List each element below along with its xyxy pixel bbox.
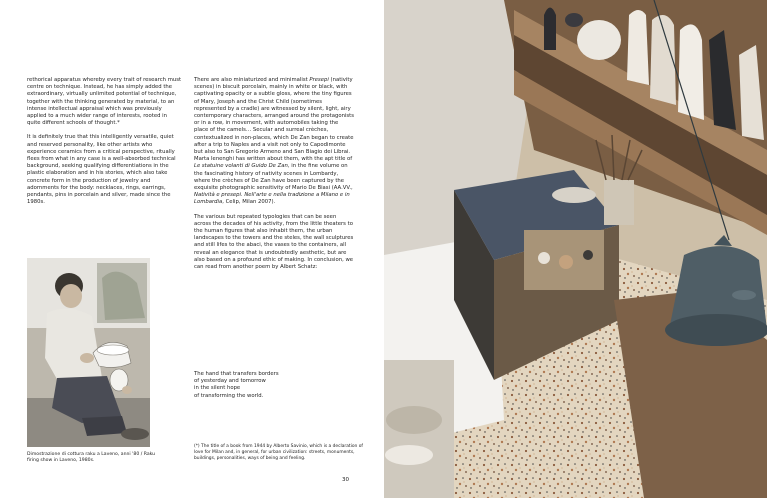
poem-line: The hand that transfers borders (194, 371, 279, 377)
photo-caption: Dimostrazione di cottura raku a Laveno, anni '80 / Raku firing show in Laveno, 1980s. (27, 452, 156, 464)
text-span: , in the fine volume on the fascinating history of nativity scenes in Lombardy, where the crèches of De Zan have been captured by the exquisite photographic sensitivity of Mario De Biasi (AA.VV., (194, 163, 353, 192)
studio-photo-drawing (384, 0, 767, 498)
artist-photo (27, 258, 150, 447)
text-column-right (194, 77, 354, 278)
paragraph: It is definitely true that this intelligently versatile, quiet and reserved personality, like other artists who experience ceramics from a critical perspective, ritually flees from what in any case is a well-absorbed technical background, seeking qualifying differentiations in the plastic elaboration and in his stories, which also take concrete form in the production of jewelry and adornments for the body: necklaces, rings, earrings, pendants, pins in porcelain and silver, made since the 1980s. (27, 134, 176, 206)
poem-line: of yesterday and tomorrow (194, 378, 266, 385)
poem (194, 371, 344, 400)
text-span: There are also miniaturized and minimalist (194, 77, 310, 83)
page-number: 30 (342, 477, 349, 483)
italic-title: Le statuine volanti di Guido De Zan (194, 163, 288, 170)
text-span: , Celip, Milan 2007). (222, 199, 276, 206)
italic-title: Presepi (309, 77, 329, 83)
paragraph: The various but repeated typologies that can be seen across the decades of his activity, from the little theaters to the human figures that also inhabit them, the urban landscapes to the towers and the steles, the wall sculptures and still lifes to the abaci, the vases to the containers, all reveal an elegance that is undoubtedly aesthetic, but are also based on a profound ethic of making. In conclusion, we can read from another poem by Albert Schatz: (194, 213, 354, 271)
footnote: (*) The title of a book from 1944 by Alberto Savinio, which is a declaration of love for Milan and, in general, for urban civilization: streets, monuments, buildings, personalities, ways of being and feeling. (194, 444, 363, 461)
paragraph: rethorical apparatus whereby every trait of research must centre on technique. Instead, he has simply added the extraordinary, virtually unlimited potential of technique, together with the thinking generated by material, to an intense intellectual appraisal which was previously applied to a much wider range of interests, rooted in quite different schools of thought.* (27, 77, 182, 127)
poem-line: of transforming the world. (194, 392, 264, 399)
text-column-left (27, 77, 182, 213)
artist-photo-drawing (27, 258, 150, 447)
italic-title: Natività e presepi. Nell'arte e nella tradizione a Milano e in Lombardia (194, 192, 350, 206)
studio-photo (384, 0, 767, 498)
poem-line: in the silent hope (194, 385, 241, 392)
paragraph (194, 77, 354, 207)
text-span: (nativity scenes) in biscuit porcelain, mainly in white or black, with captivating opacity or a subtle gloss, where the tiny figures of Mary, Joseph and the Christ Child (sometimes represented by a cradle) are witnessed by silent, light, airy contemporary characters, arranged around the protagonists or in a row, in movement, with automobiles taking the place of the camels… Secular and surreal crèches, contextualized in non-places, which De Zan began to create after a trip to Naples and a visit not only to Capodimonte but also to San Gregorio Armeno and San Biagio dei Librai. Marta Ienenghi has written about them, with the apt title of (194, 77, 354, 163)
